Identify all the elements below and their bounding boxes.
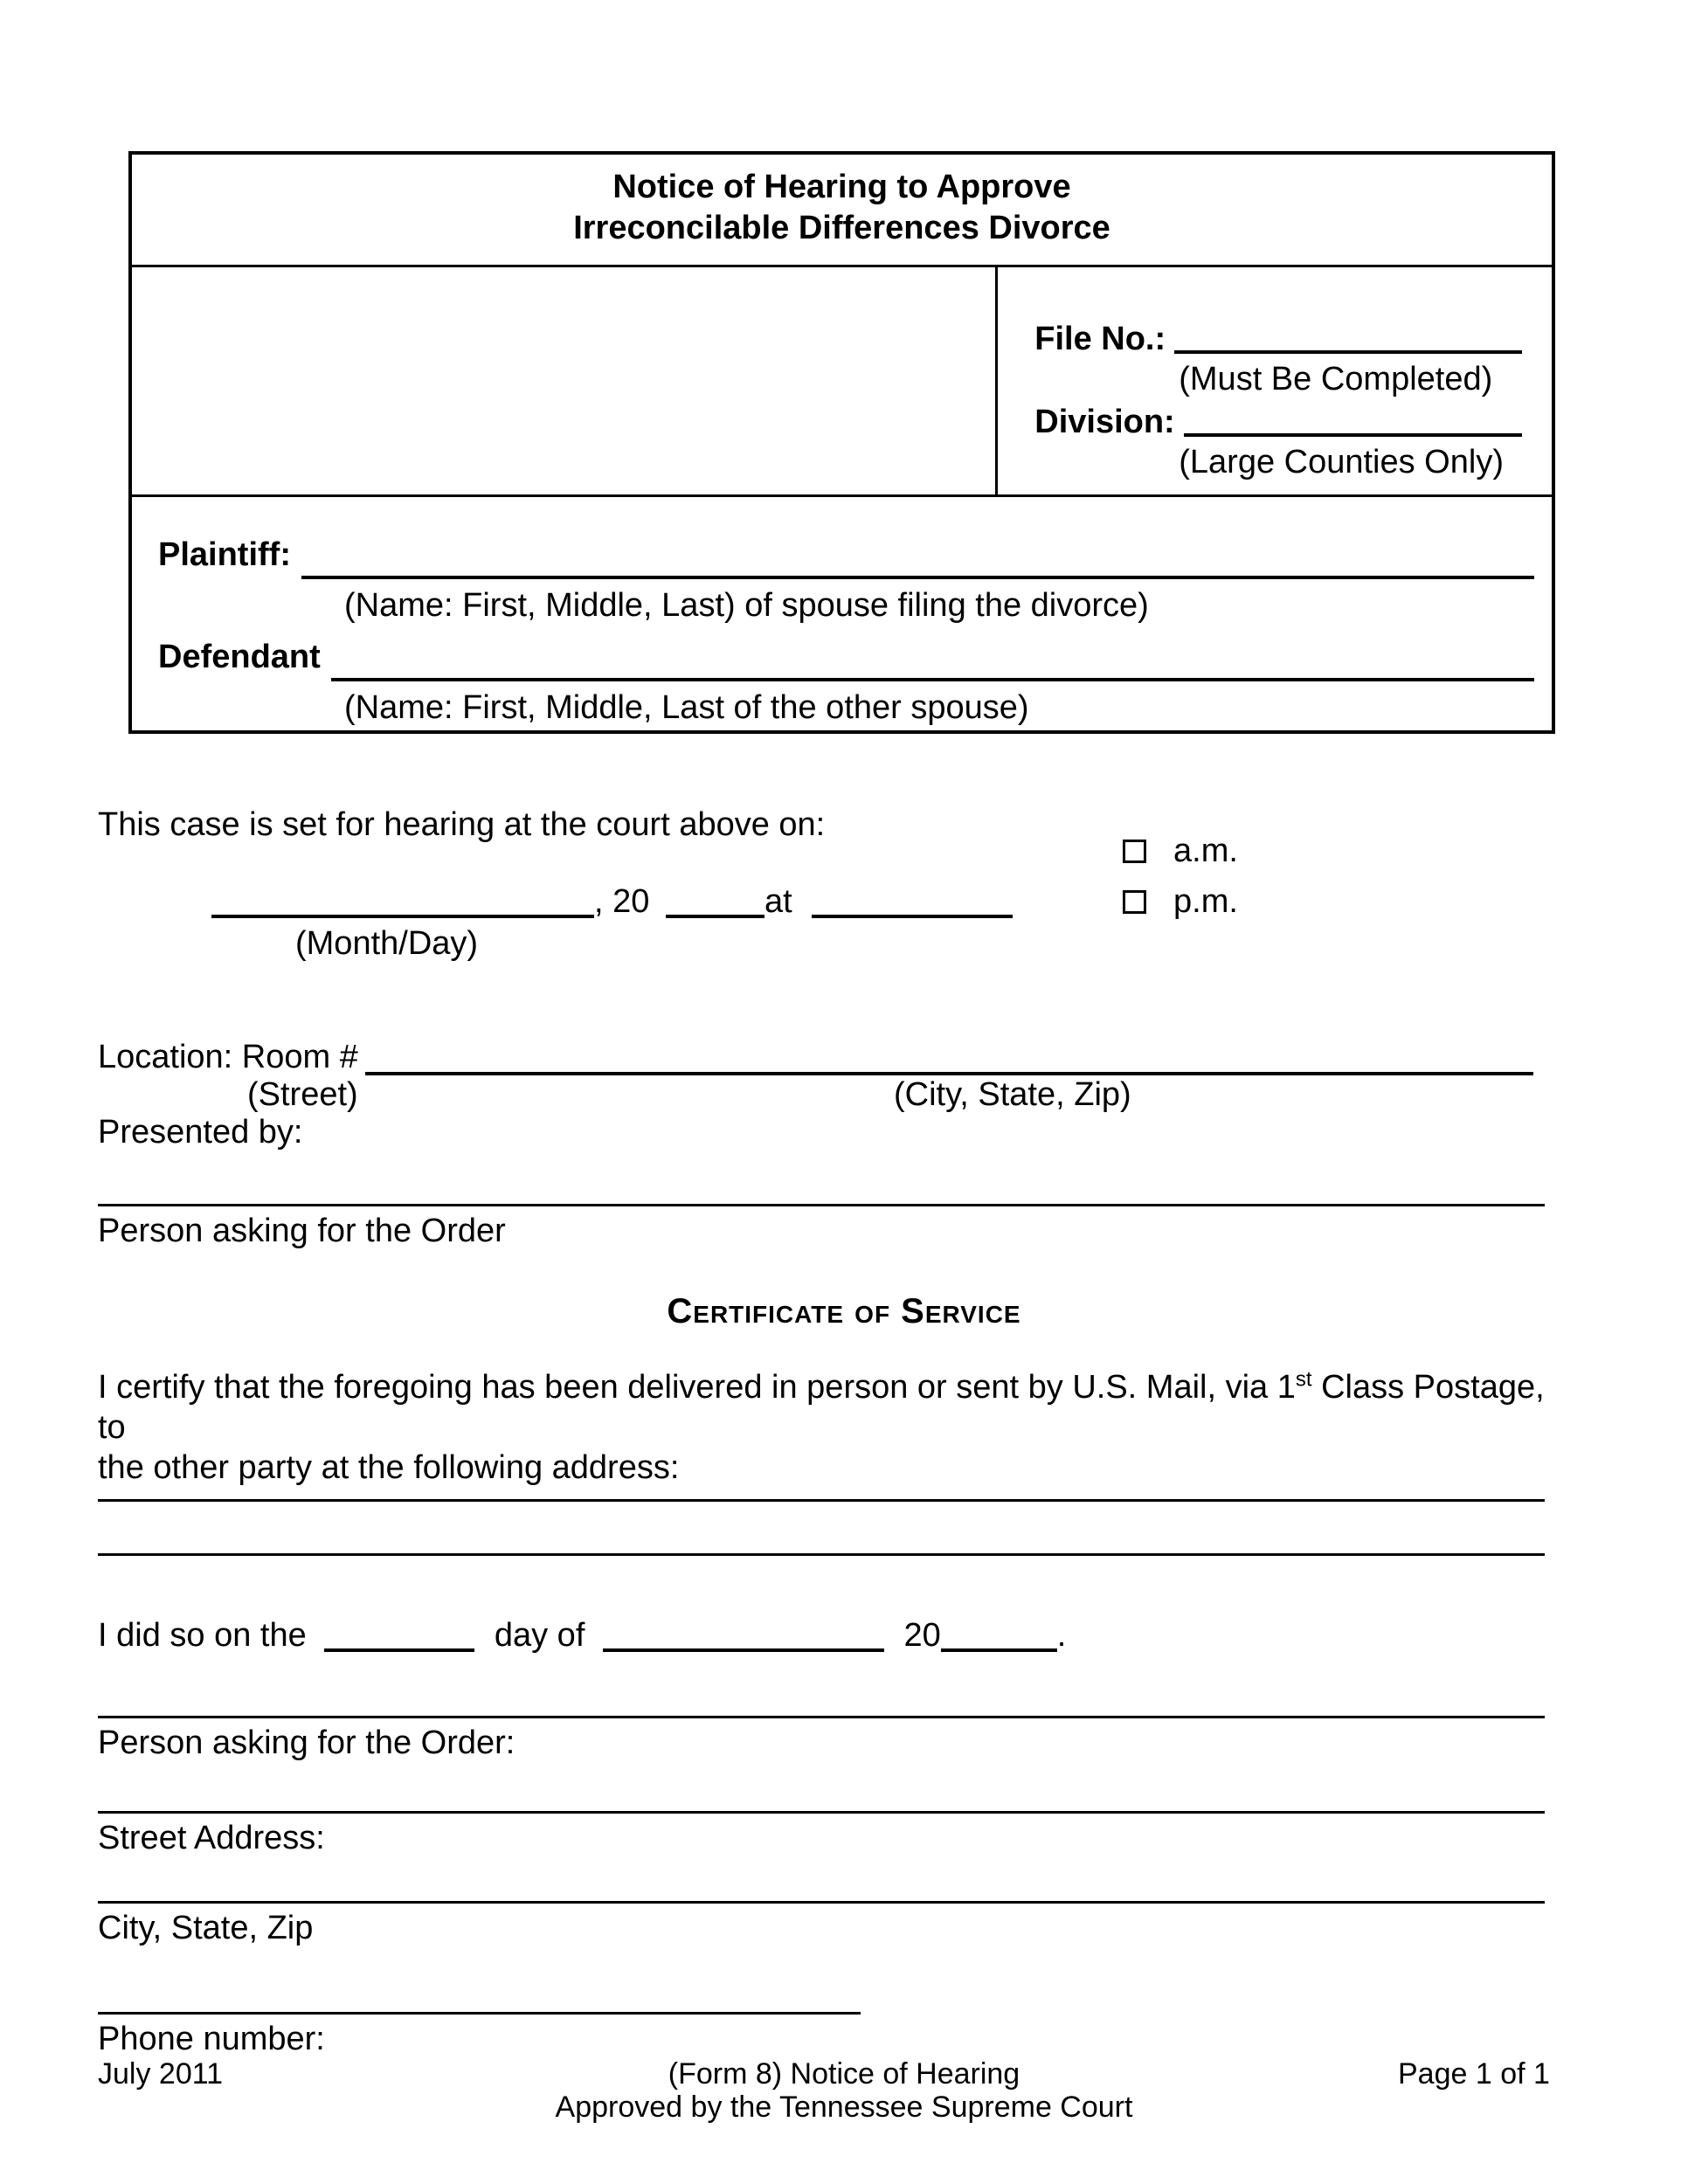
certify-text-pre: I certify that the foregoing has been delivered in person or sent by U.S. Mail, via 1 [98, 1369, 1296, 1406]
defendant-line [158, 638, 1534, 683]
certifier-signature-block [98, 1716, 1545, 1763]
phone-block [98, 2012, 861, 2059]
file-no-note: (Must Be Completed) [1179, 360, 1493, 397]
city-state-zip-label: City, State, Zip [98, 1910, 314, 1946]
case-caption-box [128, 151, 1555, 734]
file-info-cell [998, 267, 1552, 494]
certify-text-line2: the other party at the following address: [98, 1449, 680, 1486]
street-hint: (Street) [247, 1076, 358, 1113]
pm-checkbox[interactable] [1123, 890, 1146, 914]
form-title [132, 155, 1552, 267]
hearing-date-row [211, 882, 1013, 922]
pm-row [1123, 882, 1238, 922]
file-no-line [1034, 320, 1522, 359]
am-checkbox[interactable] [1123, 840, 1146, 863]
person-asking-label: Person asking for the Order [98, 1213, 506, 1249]
division-note: (Large Counties Only) [1179, 443, 1504, 480]
street-address-label: Street Address: [98, 1820, 325, 1856]
month-day-hint: (Month/Day) [295, 925, 479, 962]
presenter-signature-block [98, 1204, 1545, 1251]
address-input-line-1[interactable] [98, 1499, 1545, 1502]
am-label: a.m. [1173, 833, 1238, 869]
division-line [1034, 403, 1522, 442]
certify-paragraph [98, 1367, 1576, 1488]
certify-text-post: Class Postage, to [98, 1369, 1545, 1446]
location-row [98, 1038, 1545, 1077]
period-text: . [1056, 1617, 1067, 1654]
footer-revision-date: July 2011 [98, 2057, 224, 2091]
file-info-row [132, 267, 1552, 497]
footer-approval: Approved by the Tennessee Supreme Court [555, 2091, 1133, 2124]
am-row [1123, 832, 1238, 871]
ampm-group [1123, 832, 1238, 933]
form-title-line2: Irreconcilable Differences Divorce [573, 210, 1110, 246]
plaintiff-hint: (Name: First, Middle, Last) of spouse filing the divorce) [344, 587, 1149, 624]
file-no-label: File No.: [1034, 321, 1166, 357]
location-label: Location: Room # [98, 1039, 358, 1075]
service-date-row [98, 1616, 1066, 1655]
hearing-date-input-line[interactable] [211, 892, 594, 918]
street-address-block [98, 1811, 1545, 1858]
hearing-intro: This case is set for hearing at the court above on: [98, 806, 826, 843]
caption-empty-cell [132, 267, 998, 494]
defendant-input-line[interactable] [331, 638, 1534, 681]
pm-label: p.m. [1173, 882, 1238, 920]
service-year-input-line[interactable] [941, 1626, 1057, 1652]
year-prefix-text: 20 [903, 1617, 941, 1654]
city-state-zip-hint: (City, State, Zip) [894, 1076, 1131, 1113]
at-text: at [764, 883, 792, 920]
ordinal-superscript: st [1295, 1367, 1312, 1392]
person-asking-label-2: Person asking for the Order: [98, 1724, 515, 1761]
footer-form-name: (Form 8) Notice of Hearing [668, 2057, 1020, 2091]
division-label: Division: [1034, 403, 1175, 440]
city-state-zip-block [98, 1901, 1545, 1948]
party-row [132, 497, 1552, 728]
presented-by-label: Presented by: [98, 1114, 303, 1151]
hearing-time-input-line[interactable] [812, 892, 1013, 918]
file-no-input-line[interactable] [1174, 320, 1522, 354]
certificate-of-service-heading: Certificate of Service [667, 1292, 1021, 1330]
form-title-line1: Notice of Hearing to Approve [612, 169, 1071, 205]
did-so-text: I did so on the [98, 1617, 307, 1654]
service-month-input-line[interactable] [603, 1626, 884, 1652]
division-input-line[interactable] [1184, 403, 1522, 437]
plaintiff-label: Plaintiff: [158, 536, 291, 573]
plaintiff-input-line[interactable] [301, 536, 1534, 579]
service-day-input-line[interactable] [324, 1626, 474, 1652]
location-input-line[interactable] [365, 1038, 1533, 1075]
phone-label: Phone number: [98, 2021, 325, 2057]
day-of-text: day of [494, 1617, 585, 1654]
comma-20-text: , 20 [594, 883, 650, 920]
defendant-hint: (Name: First, Middle, Last of the other spouse) [344, 688, 1029, 726]
hearing-year-input-line[interactable] [666, 892, 764, 918]
footer-page-number: Page 1 of 1 [1398, 2057, 1550, 2091]
defendant-label: Defendant [158, 638, 321, 675]
address-input-line-2[interactable] [98, 1553, 1545, 1556]
plaintiff-line [158, 536, 1534, 581]
